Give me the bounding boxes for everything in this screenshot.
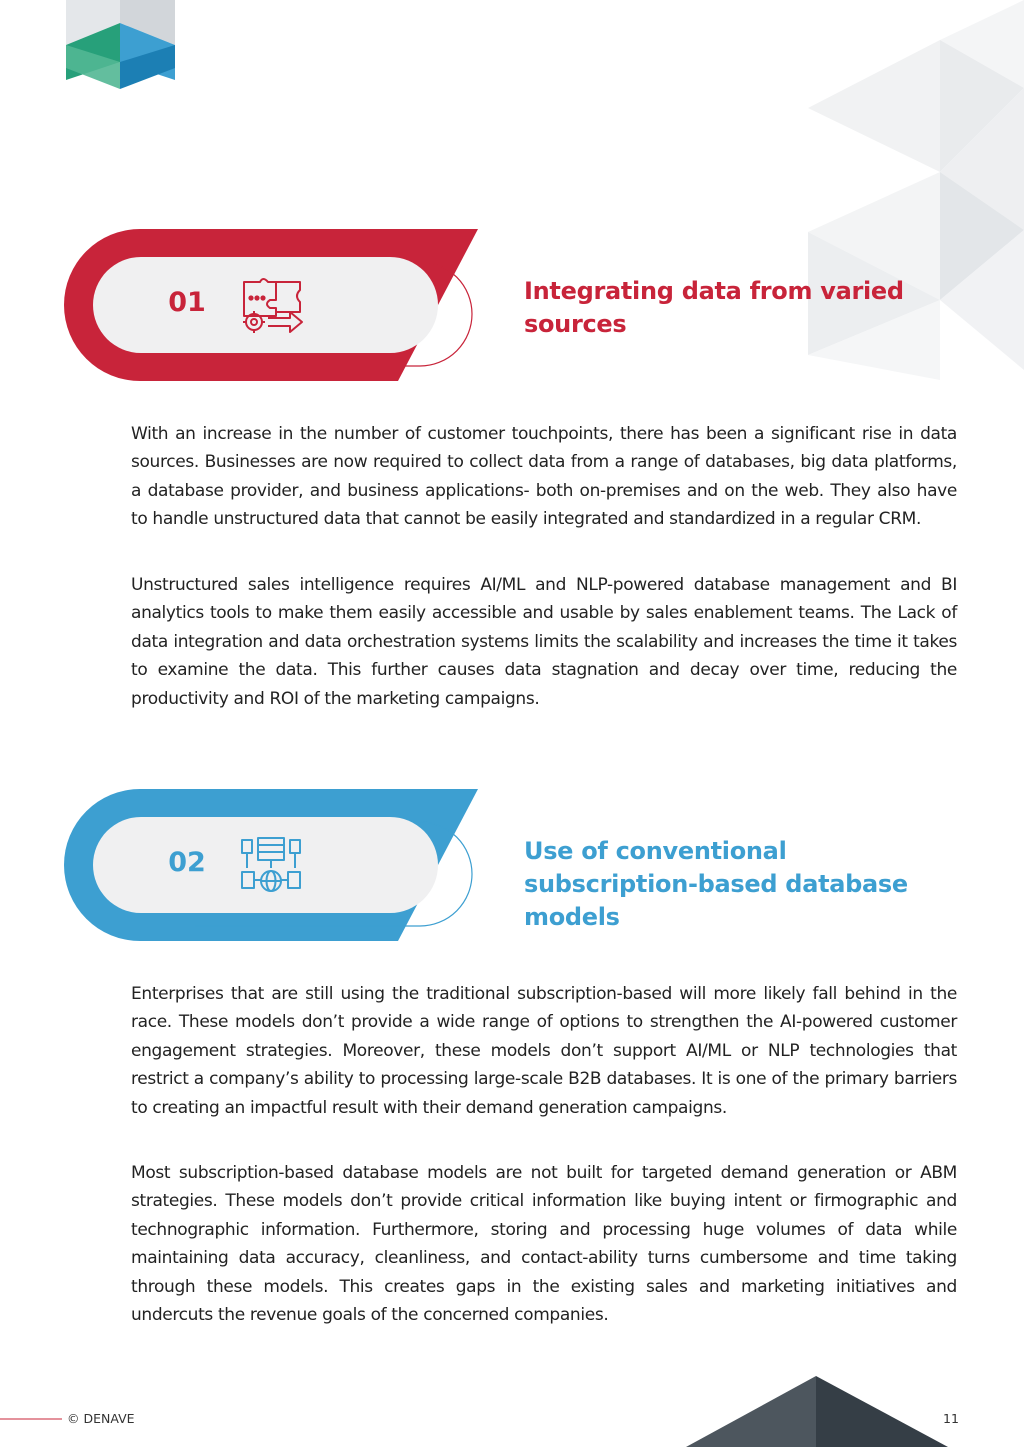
section-title: Use of conventional subscription-based database models [524, 837, 908, 931]
paragraph: Unstructured sales intelligence requires AI/ML and NLP-powered database management and BI analytics tools to make them easily accessible and usable by sales enablement teams. The Lack of data integration and data orchestration systems limits the scalability and increases the time it takes to examine the data. This further causes data stagnation and decay over time, reducing the productivity and ROI of the marketing campaigns. [131, 575, 957, 709]
paragraph: Enterprises that are still using the traditional subscription-based will more likely fall behind in the race. These models don’t provide a wide range of options to strengthen the AI-powered customer engagement strategies. Moreover, these models don’t support AI/ML or NLP technologies that restrict a company’s ability to processing large-scale B2B databases. It is one of the primary barriers to creating an impactful result with their demand generation campaigns. [131, 984, 957, 1118]
section-1-badge [60, 225, 490, 385]
section-number: 01 [168, 287, 206, 318]
page-number: 11 [943, 1411, 959, 1426]
section-2-badge [60, 785, 490, 945]
paragraph: Most subscription-based database models are not built for targeted demand generation or ABM strategies. These models don’t provide critical information like buying intent or firmographic and technographic information. Furthermore, storing and processing huge volumes of data while maintaining data accuracy, cleanliness, and contact-ability turns cumbersome and time taking through these models. This creates gaps in the existing sales and marketing initiatives and undercuts the revenue goals of the concerned companies. [131, 1163, 957, 1326]
footer-triangles [686, 1376, 948, 1447]
section-number: 02 [168, 847, 206, 878]
section-title: Integrating data from varied sources [524, 277, 904, 338]
denave-cube-logo [66, 0, 175, 89]
footer-copyright: © DENAVE [67, 1411, 135, 1426]
paragraph: With an increase in the number of customer touchpoints, there has been a significant rise in data sources. Businesses are now required to collect data from a range of databases, big data platforms, a database provider, and business applications- both on-premises and on the web. They also have to handle unstructured data that cannot be easily integrated and standardized in a regular CRM. [131, 424, 957, 530]
